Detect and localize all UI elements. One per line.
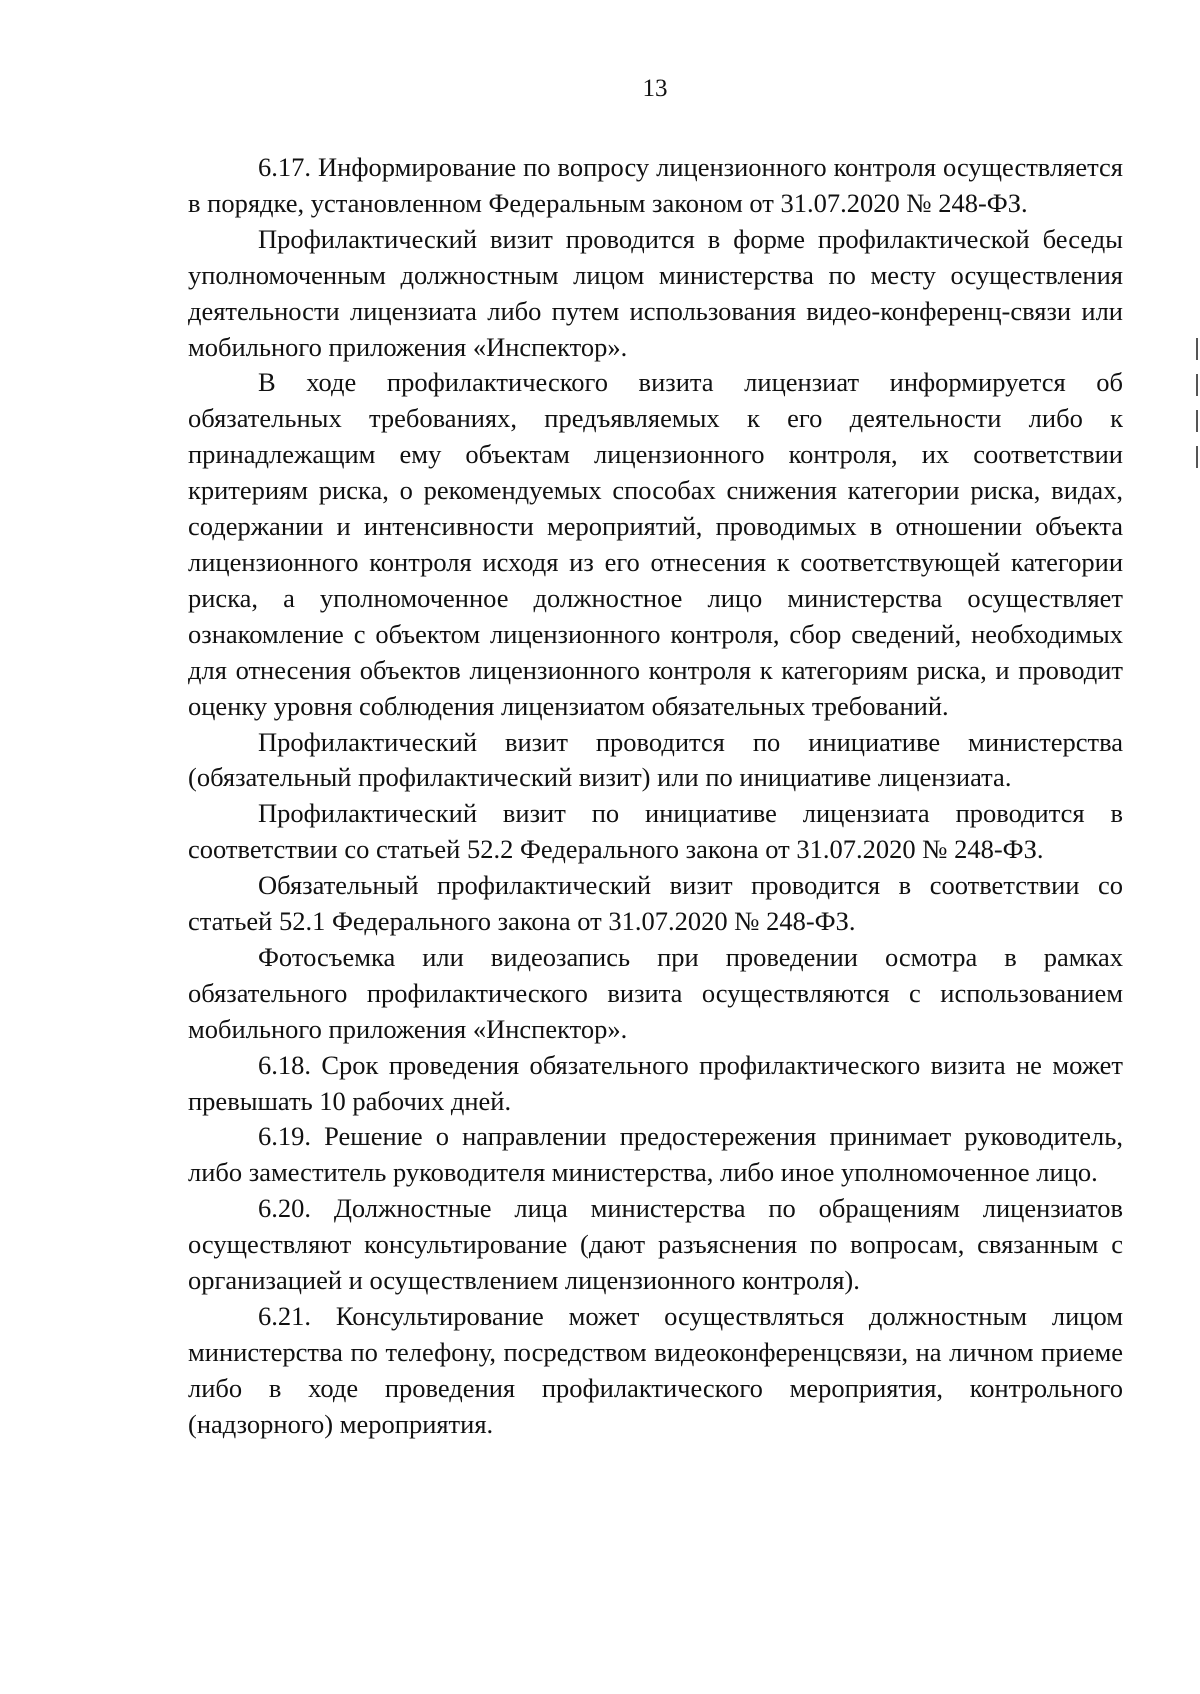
paragraph-mandatory-visit: Обязательный профилактический визит проводится в соответствии со статьей 52.1 Федерального закона от 31.07.2020 № 248-ФЗ. <box>188 870 1123 937</box>
paragraph-6-18: 6.18. Срок проведения обязательного профилактического визита не может превышать 10 рабочих дней. <box>188 1049 1123 1116</box>
paragraph-6-20: 6.20. Должностные лица министерства по обращениям лицензиатов осуществляют консультирование (дают разъяснения по вопросам, связанным с организацией и осуществлением лицензионного контроля). <box>188 1193 1123 1296</box>
margin-mark <box>1196 338 1198 360</box>
paragraph-licensee-initiative: Профилактический визит по инициативе лицензиата проводится в соответствии со статьей 52.2 Федерального закона от 31.07.2020 № 248-ФЗ. <box>188 798 1123 865</box>
paragraph-6-19: 6.19. Решение о направлении предостережения принимает руководитель, либо заместитель руководителя министерства, либо иное уполномоченное лицо. <box>188 1121 1123 1188</box>
paragraph-6-21: 6.21. Консультирование может осуществляться должностным лицом министерства по телефону, посредством видеоконференцсвязи, на личном приеме либо в ходе проведения профилактического мероприятия, контрольного (надзорного) мероприятия. <box>188 1301 1123 1439</box>
page-number: 13 <box>642 75 668 102</box>
document-body <box>188 150 1123 1443</box>
margin-mark <box>1196 374 1198 396</box>
margin-change-marks <box>1196 338 1198 482</box>
paragraph-visit-initiative: Профилактический визит проводится по инициативе министерства (обязательный профилактический визит) или по инициативе лицензиата. <box>188 726 1123 793</box>
margin-mark <box>1196 446 1198 468</box>
margin-mark <box>1196 410 1198 432</box>
paragraph-photo-video: Фотосъемка или видеозапись при проведении осмотра в рамках обязательного профилактического визита осуществляются с использованием мобильного приложения «Инспектор». <box>188 941 1123 1044</box>
paragraph-6-17: 6.17. Информирование по вопросу лицензионного контроля осуществляется в порядке, установленном Федеральным законом от 31.07.2020 № 248-ФЗ. <box>188 152 1123 218</box>
paragraph-visit-form: Профилактический визит проводится в форме профилактической беседы уполномоченным должностным лицом министерства по месту осуществления деятельности лицензиата либо путем использования видео-конференц-связи или мобильного приложения «Инспектор». <box>188 223 1123 362</box>
paragraph-visit-content: В ходе профилактического визита лицензиат информируется об обязательных требованиях, предъявляемых к его деятельности либо к принадлежащим ему объектам лицензионного контроля, их соответствии критериям риска, о рекомендуемых способах снижения категории риска, видах, содержании и интенсивности мероприятий, проводимых в отношении объекта лицензионного контроля исходя из его отнесения к соответствующей категории риска, а уполномоченное должностное лицо министерства осуществляет ознакомление с объектом лицензионного контроля, сбор сведений, необходимых для отнесения объектов лицензионного контроля к категориям риска, и проводит оценку уровня соблюдения лицензиатом обязательных требований. <box>188 367 1123 721</box>
